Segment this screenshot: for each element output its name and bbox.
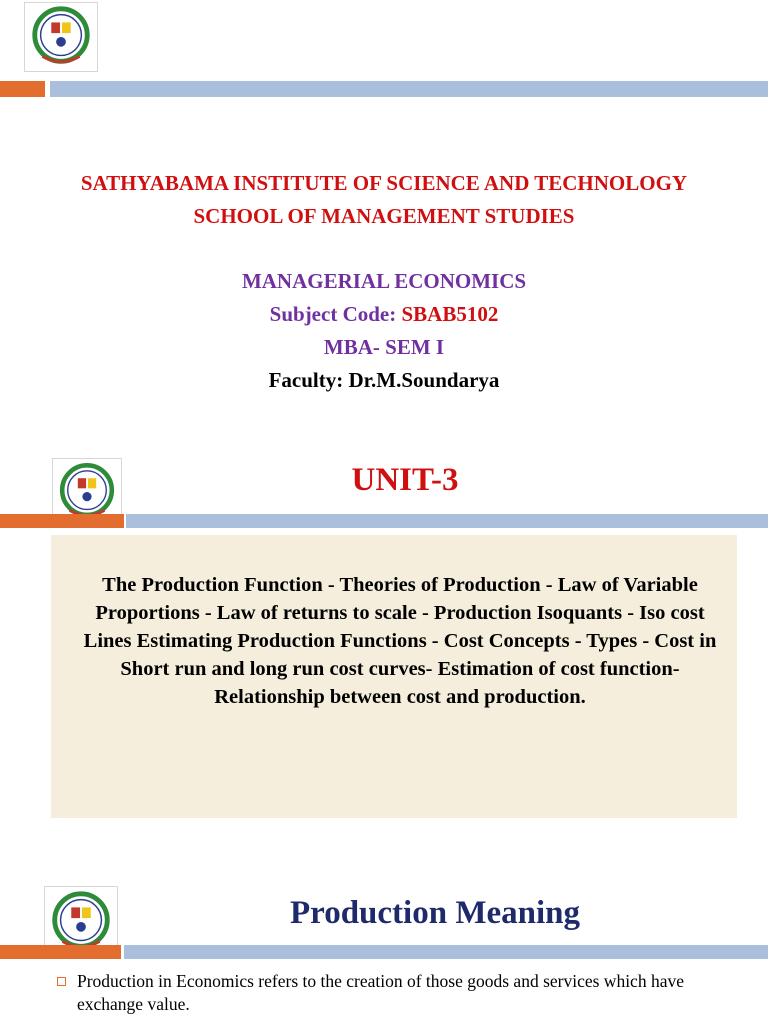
meaning-bar-accent — [0, 945, 121, 959]
bullet-text: Production in Economics refers to the creation of those goods and services which have exchange value. — [77, 971, 684, 1014]
subject-code — [0, 302, 768, 327]
meaning-heading: Production Meaning — [290, 895, 580, 931]
subject-code-value: SBAB5102 — [401, 302, 499, 326]
university-logo — [24, 2, 98, 72]
unit-bar-accent — [0, 514, 124, 528]
header-bar — [50, 81, 768, 97]
unit-bar — [126, 514, 768, 528]
program: MBA- SEM I — [323, 335, 445, 359]
bullet-square-icon — [57, 977, 66, 986]
unit-topics: The Production Function - Theories of Production - Law of Variable Proportions - Law of returns to scale - Production Isoquants - Iso cost Lines Estimating Production Functions - Cost Concepts - Types - Cost in Short run and long run cost curves- Estimation of cost function- Relationship between cost and production. — [83, 574, 717, 708]
unit-heading: UNIT-3 — [351, 462, 459, 498]
subject-code-label: Subject Code: — [269, 302, 402, 326]
university-logo-icon — [25, 3, 97, 71]
meaning-bar — [124, 945, 768, 959]
faculty: Faculty: Dr.M.Soundarya — [268, 368, 500, 392]
course-title: MANAGERIAL ECONOMICS — [241, 269, 527, 293]
institute-name: SATHYABAMA INSTITUTE OF SCIENCE AND TECHNOLOGY — [80, 171, 688, 195]
header-bar-accent — [0, 81, 45, 97]
school-name: SCHOOL OF MANAGEMENT STUDIES — [193, 204, 575, 228]
